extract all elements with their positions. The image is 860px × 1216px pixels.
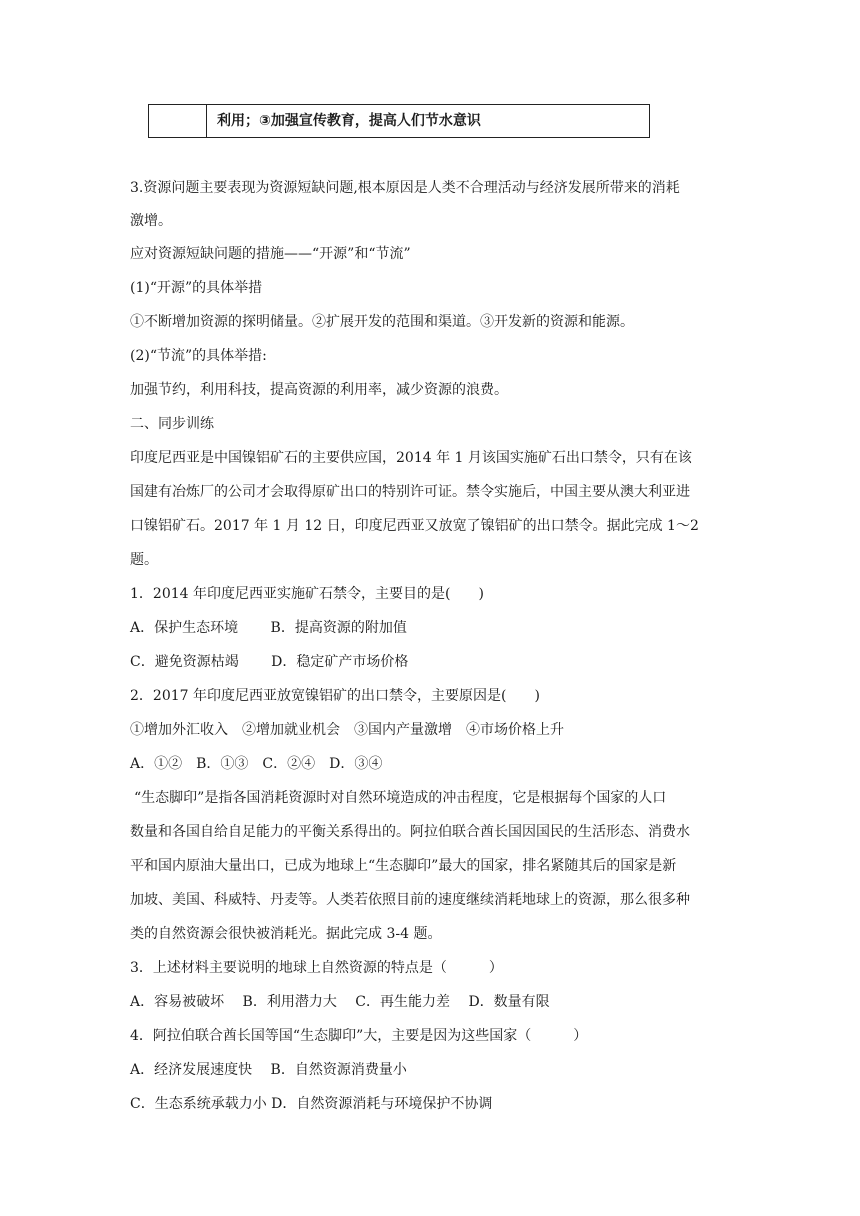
question-4: 4．阿拉伯联合酋长国等国“生态脚印”大，主要是因为这些国家（ ）: [130, 1028, 588, 1044]
table-empty-cell: [149, 105, 207, 137]
material-2-line-4: 加坡、美国、科威特、丹麦等。人类若依照目前的速度继续消耗地球上的资源，那么很多种: [130, 892, 690, 908]
question-2-statements: ①增加外汇收入 ②增加就业机会 ③国内产量激增 ④市场价格上升: [130, 722, 564, 738]
measures-heading: 应对资源短缺问题的措施——“开源”和“节流”: [130, 246, 411, 262]
jieliu-measures: 加强节约，利用科技，提高资源的利用率，减少资源的浪费。: [130, 382, 508, 398]
material-1-line-2: 国建有冶炼厂的公司才会取得原矿出口的特别许可证。禁令实施后，中国主要从澳大利亚进: [130, 484, 690, 500]
kaiyuan-measures: ①不断增加资源的探明储量。②扩展开发的范围和渠道。③开发新的资源和能源。: [130, 314, 634, 330]
question-2-options: A．①② B．①③ C．②④ D．③④: [130, 756, 383, 772]
paragraph-3-line-1: 3.资源问题主要表现为资源短缺问题,根本原因是人类不合理活动与经济发展所带来的消耗: [130, 180, 680, 196]
material-1-line-1: 印度尼西亚是中国镍铝矿石的主要供应国，2014 年 1 月该国实施矿石出口禁令，只有在该: [130, 450, 692, 466]
question-1-options-cd: C．避免资源枯竭 D．稳定矿产市场价格: [130, 654, 409, 670]
jieliu-heading: (2)“节流”的具体举措:: [130, 348, 267, 364]
question-2: 2．2017 年印度尼西亚放宽镍铝矿的出口禁令，主要原因是( ): [130, 688, 540, 704]
table-fragment: [148, 104, 650, 138]
question-1: 1．2014 年印度尼西亚实施矿石禁令，主要目的是( ): [130, 586, 484, 602]
material-1-line-3: 口镍铝矿石。2017 年 1 月 12 日，印度尼西亚又放宽了镍铝矿的出口禁令。据此完成 1～2: [130, 518, 699, 534]
material-2-line-3: 平和国内原油大量出口，已成为地球上“生态脚印”最大的国家，排名紧随其后的国家是新: [130, 858, 677, 874]
section-heading-practice: 二、同步训练: [130, 416, 214, 432]
material-2-line-1: “生态脚印”是指各国消耗资源时对自然环境造成的冲击程度，它是根据每个国家的人口: [134, 790, 667, 806]
material-1-line-4: 题。: [130, 552, 158, 568]
material-2-line-5: 类的自然资源会很快被消耗光。据此完成 3-4 题。: [130, 926, 442, 942]
question-4-options-ab: A．经济发展速度快 B．自然资源消费量小: [130, 1062, 407, 1078]
kaiyuan-heading: (1)“开源”的具体举措: [130, 280, 263, 296]
material-2-line-2: 数量和各国自给自足能力的平衡关系得出的。阿拉伯联合酋长国因国民的生活形态、消费水: [130, 824, 690, 840]
question-1-options-ab: A．保护生态环境 B．提高资源的附加值: [130, 620, 407, 636]
question-3: 3．上述材料主要说明的地球上自然资源的特点是（ ）: [130, 960, 503, 976]
question-3-options: A．容易被破坏 B．利用潜力大 C．再生能力差 D．数量有限: [130, 994, 550, 1010]
question-4-options-cd: C．生态系统承载力小 D．自然资源消耗与环境保护不协调: [130, 1096, 493, 1112]
paragraph-3-line-2: 激增。: [130, 213, 172, 229]
table-text-cell: 利用；③加强宣传教育，提高人们节水意识: [217, 113, 481, 129]
